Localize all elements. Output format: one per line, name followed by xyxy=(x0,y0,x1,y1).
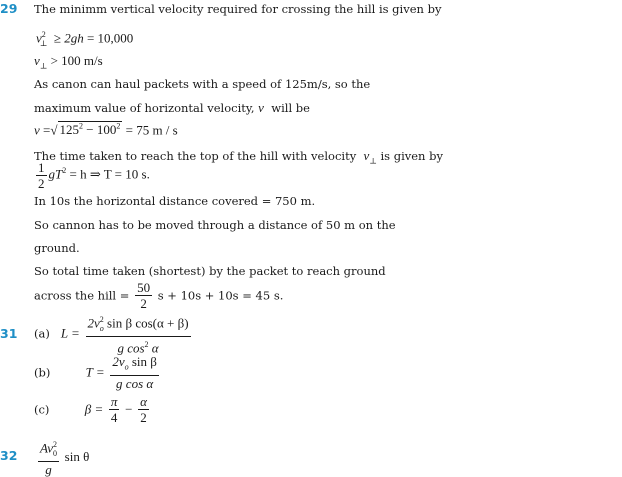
q29-text7: So total time taken (shortest) by the packet to reach ground xyxy=(34,264,386,278)
q32-answer: $\frac{Av_0^2}{g}$ sin θ xyxy=(36,437,89,477)
q29-text4: In 10s the horizontal distance covered = 750 m. xyxy=(34,194,316,208)
q31-part-c: (c) β = $\frac{\pi}{4}$ − $\frac{\alpha}{2}$ xyxy=(34,394,147,425)
q29-intro: The minimm vertical velocity required for crossing the hill is given by xyxy=(34,2,442,16)
q29-text3: The time taken to reach the top of the hill with velocity $v_\perp$ is given by xyxy=(34,148,443,166)
q29-text1: As canon can haul packets with a speed of 125m/s, so the xyxy=(34,77,371,91)
q29-eq4: $\frac{1}{2}$ $gT^2 = h$ ⇒ T = 10 s. xyxy=(38,160,150,191)
question-number-29: 29 xyxy=(0,1,18,16)
q29-eq1: $v^2_\perp \ge 2gh = 10,000$ xyxy=(36,30,134,48)
q29-text2: maximum value of horizontal velocity, v will be xyxy=(34,100,310,115)
q29-text8: across the hill = $\frac{50}{2}$ s + 10s + 10s = 45 s. xyxy=(34,280,284,311)
q29-eq3: v =√ $125^2 - 100^2 = 75$ m / s xyxy=(34,122,178,138)
q31-part-a: (a) L = $\frac{2v_o^2 \sin \beta \cos(\alpha + \beta)}{g \cos^2 \alpha}$ xyxy=(34,312,193,355)
question-number-31: 31 xyxy=(0,326,18,341)
q29-text6: ground. xyxy=(34,241,80,255)
q31-part-b: (b) T = $\frac{2v_o \sin \beta}{\text{g cos α}}$ xyxy=(34,354,157,391)
question-number-32: 32 xyxy=(0,448,18,463)
q29-eq2: $v_\perp > 100$ m/s xyxy=(34,53,103,71)
q29-text5: So cannon has to be moved through a distance of 50 m on the xyxy=(34,218,396,232)
